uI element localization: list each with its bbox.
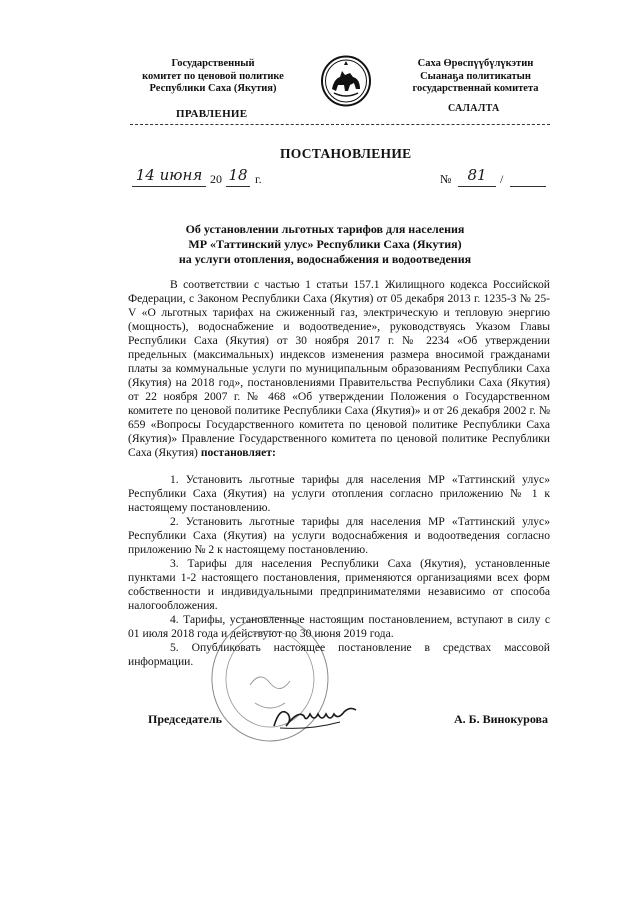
- left-header: [128, 58, 298, 96]
- resolution-item: 4. Тарифы, установленные настоящим постановлением, вступают в силу с 01 июля 2018 года и действуют по 30 июня 2019 года.: [128, 613, 550, 640]
- resolution-item: 1. Установить льготные тарифы для населения МР «Таттинский улус» Республики Саха (Якутия) на услуги отопления согласно приложению № 1 к настоящему постановлению.: [128, 473, 550, 514]
- signatory-name: А. Б. Винокурова: [453, 712, 548, 726]
- header-divider: [130, 124, 550, 125]
- resolution-item: 2. Установить льготные тарифы для населения МР «Таттинский улус» Республики Саха (Якутия) на услуги водоснабжения и водоотведения согласно приложению № 2 к настоящему постановлению.: [128, 515, 550, 556]
- number-suffix-underline: [510, 186, 546, 187]
- number-sign: №: [440, 172, 452, 186]
- left-header-line: Государственный: [171, 58, 255, 69]
- right-header: [388, 58, 563, 96]
- signatory-title: Председатель: [148, 712, 222, 726]
- date-underline: [132, 186, 206, 187]
- right-header-line: Саха Өрөспүүбүлүкэтин: [417, 58, 534, 69]
- handwritten-signature: [270, 700, 370, 734]
- date-day-month: 14 июня: [135, 166, 203, 184]
- left-header-line: комитет по ценовой политике: [142, 70, 284, 82]
- right-header-line: государственнай комитета: [412, 83, 539, 94]
- number-value: 81: [467, 166, 487, 184]
- document-type: ПОСТАНОВЛЕНИЕ: [280, 146, 412, 161]
- right-header-line: Сыанаҕа политикатын: [420, 70, 531, 82]
- date-year-prefix: 20: [210, 172, 222, 186]
- resolution-item: 3. Тарифы для населения Республики Саха (Якутия), установленные пунктами 1-2 настоящего постановления, применяются организациями всех форм собственности и индивидуальными предпринимателями независимо от способа налогообложения.: [128, 557, 550, 612]
- left-body-name: ПРАВЛЕНИЕ: [176, 108, 248, 120]
- document-title: [150, 222, 500, 267]
- coat-of-arms-emblem: [320, 55, 372, 107]
- title-line: на услуги отопления, водоснабжения и водоотведения: [178, 252, 472, 266]
- resolution-item: 5. Опубликовать настоящее постановление в средствах массовой информации.: [128, 641, 550, 668]
- document-body: [128, 278, 550, 669]
- preamble-paragraph: [128, 278, 550, 460]
- year-underline: [226, 186, 250, 187]
- title-line: Об установлении льготных тарифов для населения: [185, 222, 465, 236]
- document-date: [128, 168, 278, 190]
- number-underline: [458, 186, 496, 187]
- left-header-line: Республики Саха (Якутия): [149, 83, 277, 94]
- preamble-text: В соответствии с частью 1 статьи 157.1 Жилищного кодекса Российской Федерации, с Законом Республики Саха (Якутия) от 05 декабря 2013 г. 1235-З № 25-V «О льготных тарифах на сжиженный газ, электрическую и тепловую энергию (мощность), водоснабжение и водоотведение», руководствуясь Указом Главы Республики Саха (Якутия) от 30 ноября 2017 г. № 2234 «Об утверждении предельных (максимальных) индексов изменения размера вносимой гражданами платы за коммунальные услуги по муниципальным образованиям Республики Саха (Якутия) на 2018 год», постановлениями Правительства Республики Саха (Якутия) от 22 ноября 2007 г. № 468 «Об утверждении Положения о Государственном комитете по ценовой политике Республики Саха (Якутия)» и от 26 декабря 2002 г. № 659 «Вопросы Государственного комитета по ценовой политике Республики Саха (Якутия)» Правление Государственного комитета по ценовой политике Республики Саха (Якутия): [128, 278, 550, 459]
- preamble-resolves: постановляет:: [200, 446, 276, 459]
- document-number: [440, 168, 550, 190]
- date-year-suffix: 18: [228, 166, 248, 184]
- number-slash: /: [500, 172, 504, 186]
- right-body-name: САЛАЛТА: [448, 103, 500, 114]
- title-line: МР «Таттинский улус» Республики Саха (Якутия): [188, 237, 462, 251]
- date-suffix: г.: [255, 172, 262, 186]
